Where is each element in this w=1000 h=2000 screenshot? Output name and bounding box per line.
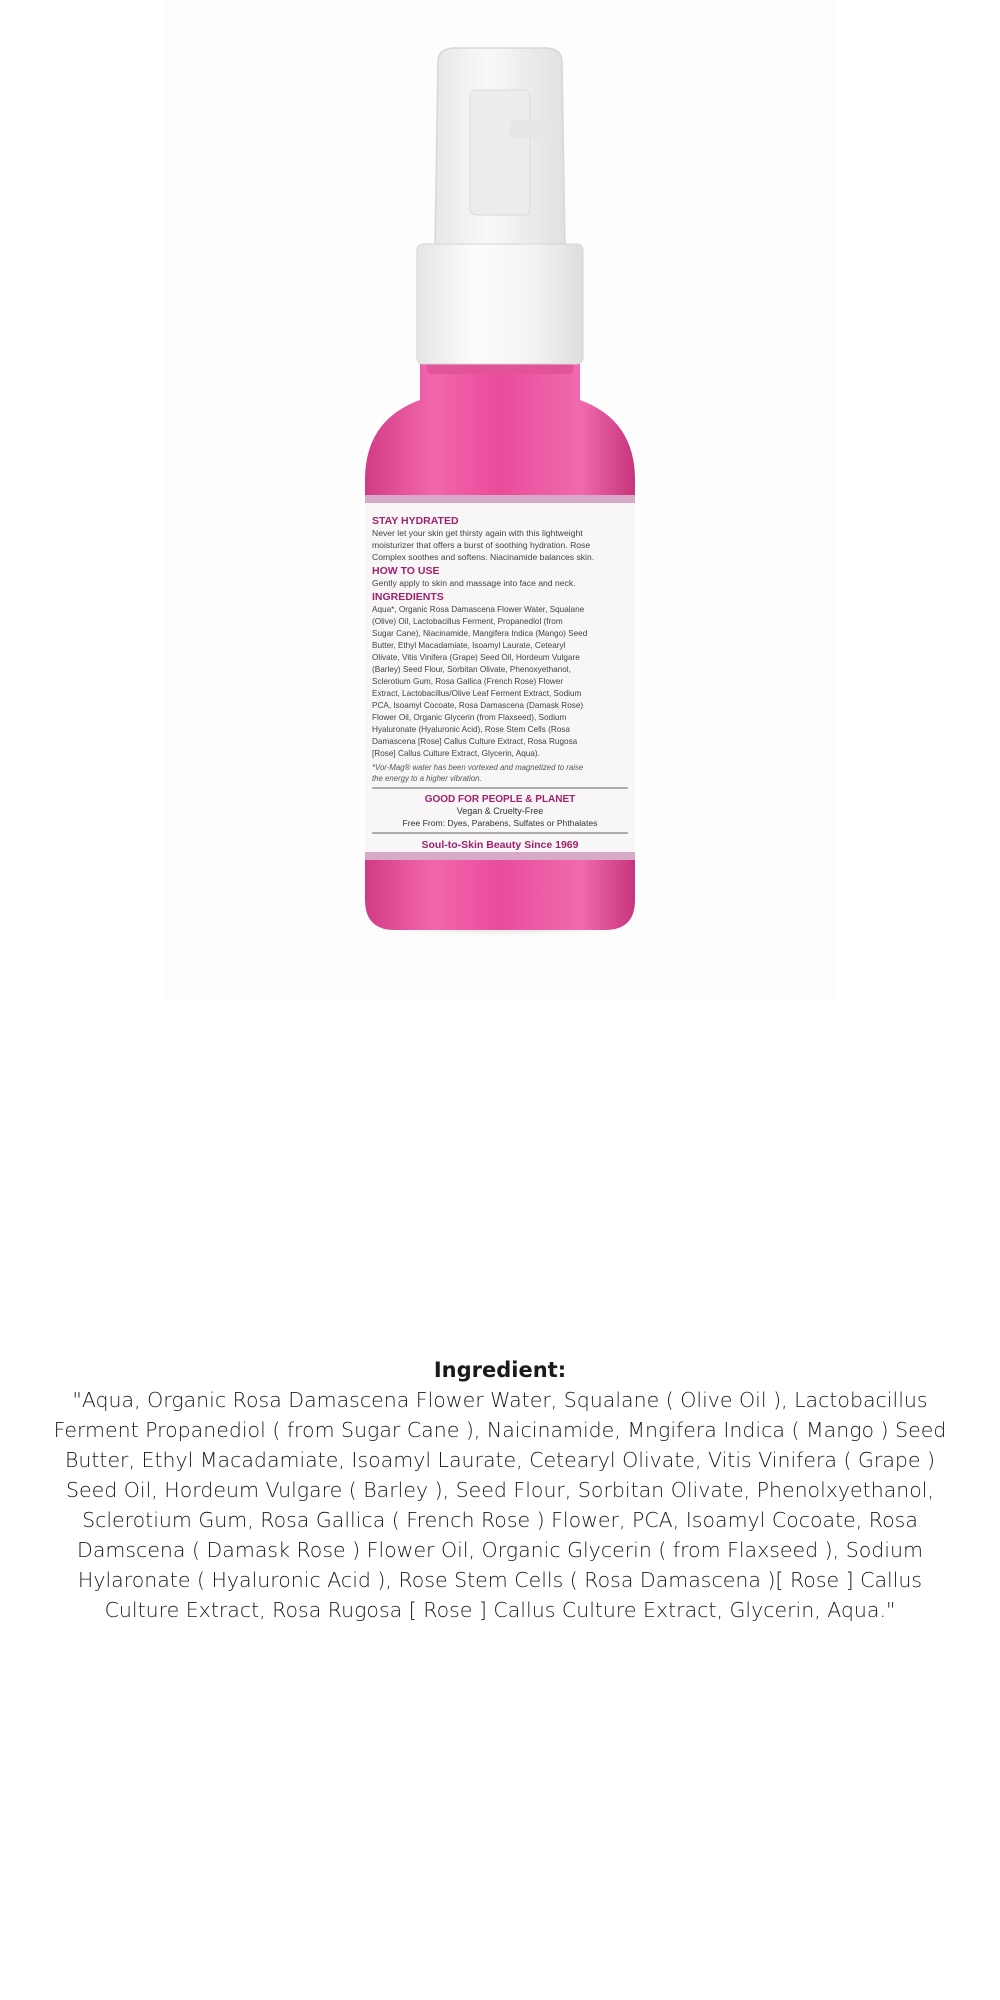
label-ingredients-line: Aqua*, Organic Rosa Damascena Flower Water, Squalane	[372, 605, 585, 614]
label-ingredients-line: [Rose] Callus Culture Extract, Glycerin, Aqua).	[372, 749, 540, 758]
ingredient-section	[40, 1355, 960, 1625]
pump-head	[470, 90, 530, 215]
label-vormag-line: *Vor-Mag® water has been vortexed and magnetized to raise	[372, 763, 584, 772]
label-ingredients-line: Sclerotium Gum, Rosa Gallica (French Rose) Flower	[372, 677, 564, 686]
label-good-for-heading: GOOD FOR PEOPLE & PLANET	[424, 794, 576, 805]
label-ingredients-line: (Olive) Oil, Lactobacillus Ferment, Propanediol (from	[372, 617, 563, 626]
label-vormag-line: the energy to a higher vibration.	[372, 774, 482, 783]
label-free-from-line: Free From: Dyes, Parabens, Sulfates or Phthalates	[402, 818, 598, 828]
label-ingredients-line: Sugar Cane), Niacinamide, Mangifera Indica (Mango) Seed	[372, 629, 588, 638]
label-ingredients-heading: INGREDIENTS	[372, 591, 444, 603]
ingredient-text: "Aqua, Organic Rosa Damascena Flower Water, Squalane ( Olive Oil ), Lactobacillus Ferment Propanediol ( from Sugar Cane ), Naicinamide, Mngifera Indica ( Mango ) Seed Butter, Ethyl Macadamiate, Isoamyl Laurate, Cetearyl Olivate, Vitis Vinifera ( Grape ) Seed Oil, Hordeum Vulgare ( Barley ), Seed Flour, Sorbitan Olivate, Phenolxyethanol, Sclerotium Gum, Rosa Gallica ( French Rose ) Flower, PCA, Isoamyl Cocoate, Rosa Damscena ( Damask Rose ) Flower Oil, Organic Glycerin ( from Flaxseed ), Sodium Hylaronate ( Hyaluronic Acid ), Rose Stem Cells ( Rosa Damascena )[ Rose ] Callus Culture Extract, Rosa Rugosa [ Rose ] Callus Culture Extract, Glycerin, Aqua."	[53, 1388, 947, 1622]
ingredient-title: Ingredient:	[433, 1358, 567, 1382]
label-ingredients-line: Damascena [Rose] Callus Culture Extract, Rosa Rugosa	[372, 737, 578, 746]
label-ingredients-line: Olivate, Vitis Vinifera (Grape) Seed Oil, Hordeum Vulgare	[372, 653, 580, 662]
label-how-to-use-text: Gently apply to skin and massage into face and neck.	[372, 578, 576, 588]
label-how-to-use-heading: HOW TO USE	[372, 565, 440, 577]
serum-bottle-illustration	[165, 0, 835, 1000]
product-image	[165, 0, 835, 1000]
label-ingredients-line: Extract, Lactobacillus/Olive Leaf Ferment Extract, Sodium	[372, 689, 582, 698]
pump-collar	[417, 244, 583, 364]
label-vegan-line: Vegan & Cruelty-Free	[456, 806, 544, 816]
label-stay-hydrated-line: Complex soothes and softens. Niacinamide balances skin.	[372, 552, 595, 562]
label-stay-hydrated-heading: STAY HYDRATED	[372, 515, 459, 527]
label-stay-hydrated-line: Never let your skin get thirsty again with this lightweight	[372, 528, 583, 538]
label-tagline: Soul-to-Skin Beauty Since 1969	[421, 839, 579, 851]
label-ingredients-line: PCA, Isoamyl Cocoate, Rosa Damascena (Damask Rose)	[372, 701, 584, 710]
label-stay-hydrated-line: moisturizer that offers a burst of soothing hydration. Rose	[372, 540, 591, 550]
label-ingredients-line: Butter, Ethyl Macadamiate, Isoamyl Laurate, Cetearyl	[372, 641, 566, 650]
pump-nozzle	[510, 120, 550, 138]
label-ingredients-line: (Barley) Seed Flour, Sorbitan Olivate, Phenoxyethanol,	[372, 665, 571, 674]
label-bottom-band	[365, 852, 635, 860]
label-top-band	[365, 495, 635, 503]
label-ingredients-line: Hyaluronate (Hyaluronic Acid), Rose Stem Cells (Rosa	[372, 725, 570, 734]
label-ingredients-line: Flower Oil, Organic Glycerin (from Flaxseed), Sodium	[372, 713, 567, 722]
